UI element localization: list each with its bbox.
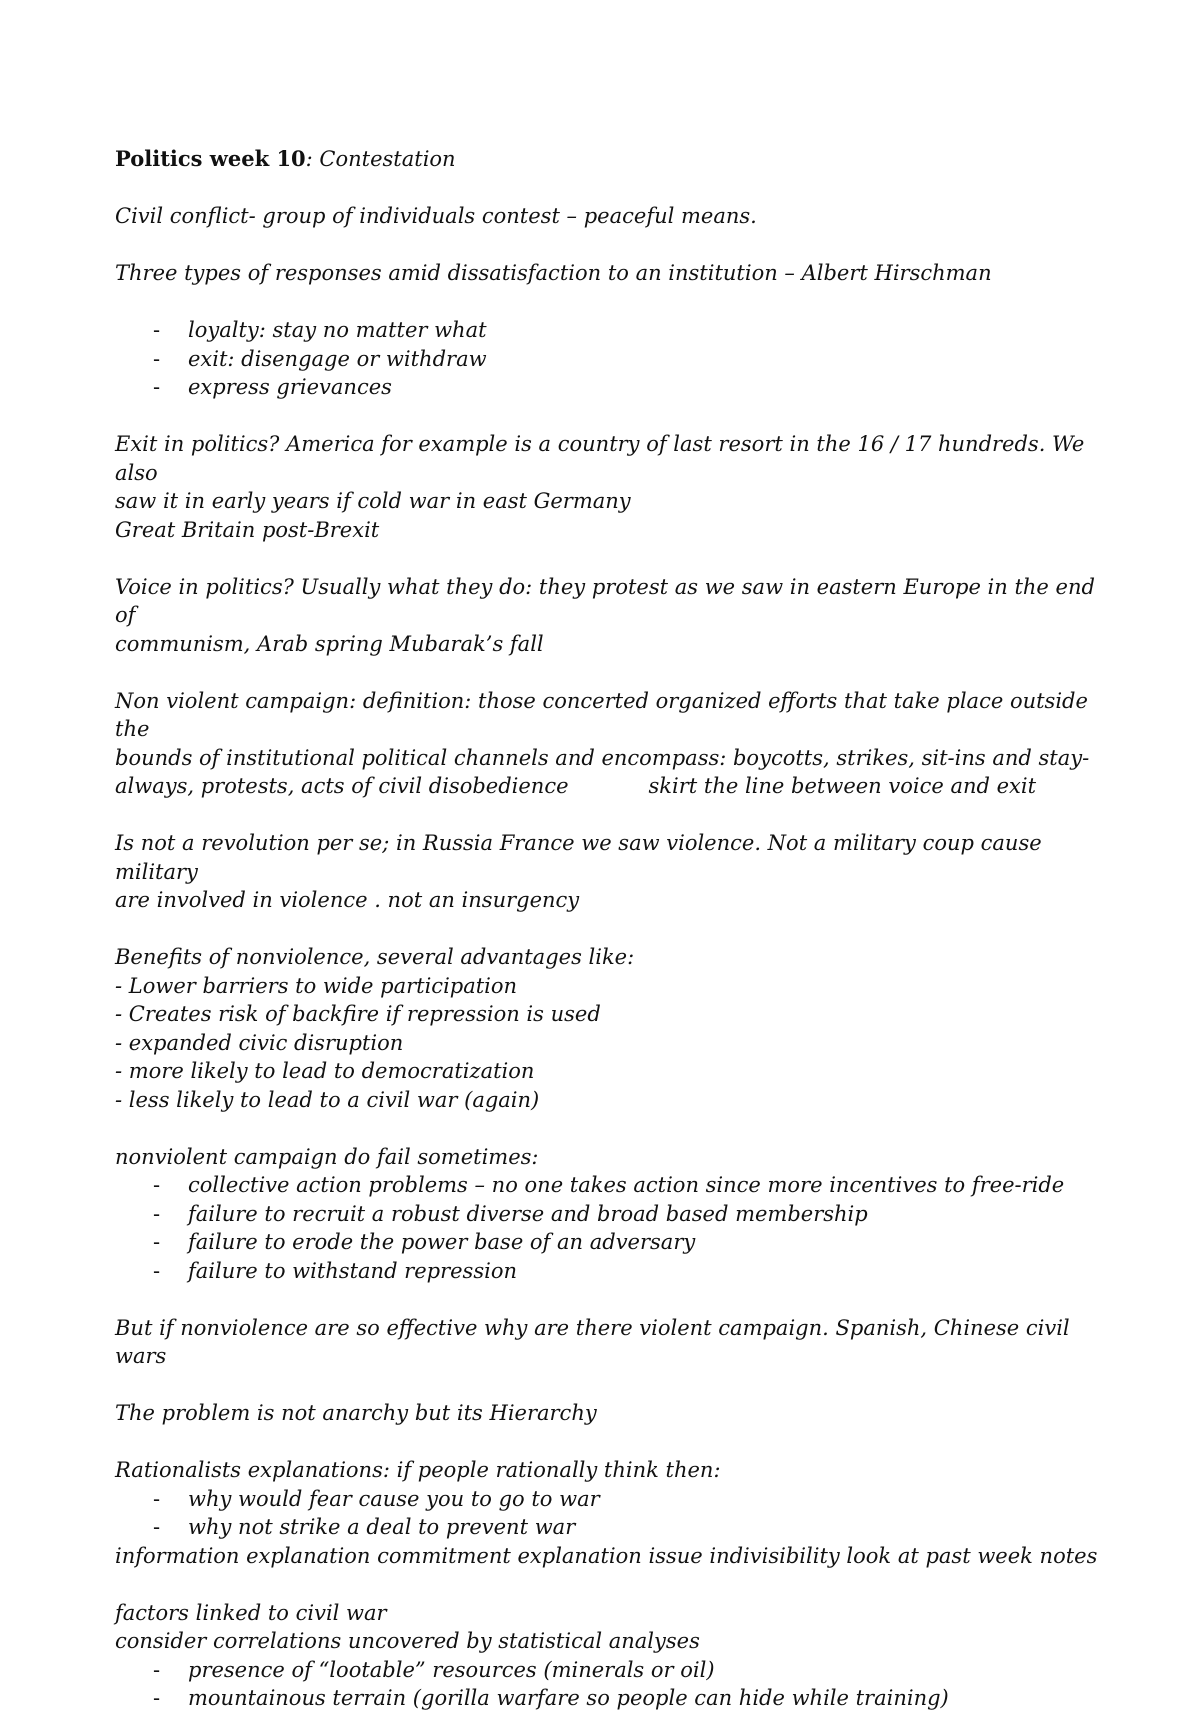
page-title [115,145,1100,174]
list-item: - why not strike a deal to prevent war [153,1515,576,1539]
list-item: - Lower barriers to wide participation [115,973,518,998]
exit-paragraph-line-2: saw it in early years if cold war in east Germany [115,489,631,513]
list-item: - exit: disengage or withdraw [153,346,487,371]
nonviolent-line-3b: skirt the line between voice and exit [648,774,1037,798]
nonviolent-paragraph-line-1: Non violent campaign: definition: those concerted organized efforts that take place outside the [115,688,1088,741]
list-item: - collective action problems – no one takes action since more incentives to free-ride [153,1173,1065,1197]
three-types-line: Three types of responses amid dissatisfaction to an institution – Albert Hirschman [115,261,992,285]
list-item: - less likely to lead to a civil war (again) [115,1087,540,1112]
exit-paragraph-line-1: Exit in politics? America for example is a country of last resort in the 16 / 17 hundreds. We also [115,432,1085,485]
problem-line: The problem is not anarchy but its Hierarchy [115,1401,597,1425]
title-bold: Politics week 10 [115,146,306,171]
list-item: - expanded civic disruption [115,1030,404,1055]
revolution-paragraph-line-1: Is not a revolution per se; in Russia France we saw violence. Not a military coup cause military [115,831,1042,884]
list-item: - Creates risk of backfire if repression is used [115,1002,601,1026]
fail-heading: nonviolent campaign do fail sometimes: [115,1144,539,1169]
information-line: information explanation commitment explanation issue indivisibility look at past week notes [115,1543,1098,1568]
list-item: - loyalty: stay no matter what [153,318,487,342]
list-item: - more likely to lead to democratization [115,1059,535,1083]
nonviolent-line-3a: always, protests, acts of civil disobedience [115,774,569,798]
list-item: - mountainous terrain (gorilla warfare so people can hide while training) [153,1686,949,1710]
revolution-paragraph-line-2: are involved in violence . not an insurgency [115,888,580,912]
list-item: - failure to recruit a robust diverse and broad based membership [153,1201,868,1226]
factors-heading: factors linked to civil war [115,1600,387,1625]
list-item: - failure to withstand repression [153,1258,517,1283]
title-italic: : Contestation [305,147,456,171]
list-item: - express grievances [153,375,392,399]
list-item: - why would fear cause you to go to war [153,1486,600,1511]
civil-conflict-line: Civil conflict- group of individuals contest – peaceful means. [115,204,757,228]
nonviolent-paragraph-line-3 [115,772,1100,801]
nonviolent-paragraph-line-2: bounds of institutional political channels and encompass: boycotts, strikes, sit-ins and stay- [115,745,1090,770]
exit-paragraph-line-3: Great Britain post-Brexit [115,517,380,542]
voice-paragraph-line-2: communism, Arab spring Mubarak’s fall [115,631,544,656]
rationalists-heading: Rationalists explanations: if people rationally think then: [115,1458,721,1482]
but-if-line: But if nonviolence are so effective why are there violent campaign. Spanish, Chinese civil wars [115,1315,1070,1368]
list-item: - presence of “lootable” resources (minerals or oil) [153,1657,715,1682]
consider-line: consider correlations uncovered by statistical analyses [115,1629,700,1653]
document-body [115,145,1100,1713]
list-item: - failure to erode the power base of an adversary [153,1230,696,1254]
benefits-heading: Benefits of nonviolence, several advantages like: [115,945,635,969]
voice-paragraph-line-1: Voice in politics? Usually what they do: they protest as we saw in eastern Europe in the end of [115,574,1095,627]
